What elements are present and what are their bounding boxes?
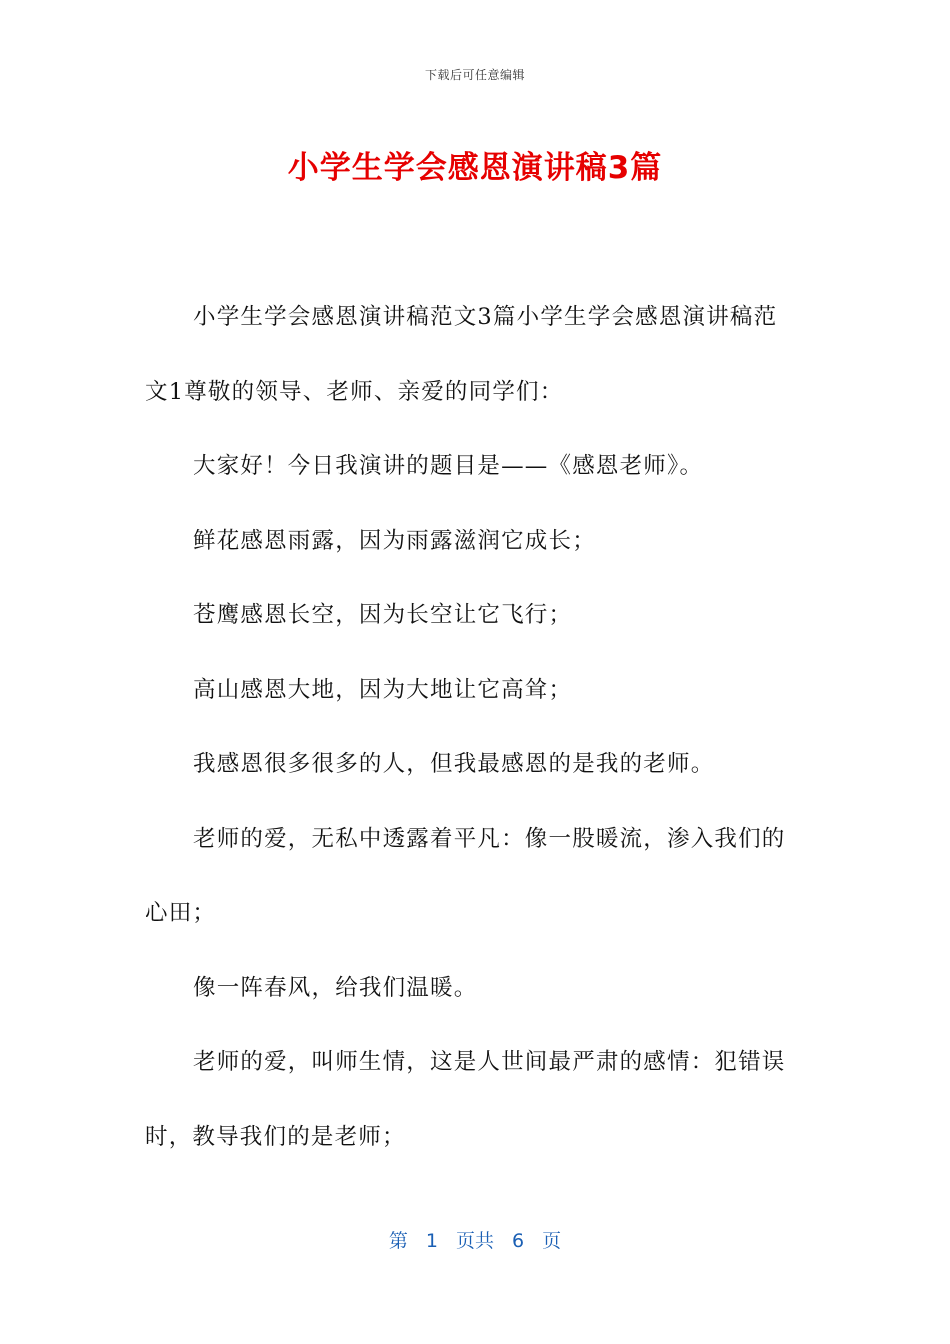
document-body bbox=[145, 280, 795, 1174]
footer-suffix: 页 bbox=[542, 1230, 562, 1252]
paragraph: 老师的爱，叫师生情，这是人世间最严肃的感情：犯错误时，教导我们的是老师； bbox=[145, 1049, 786, 1150]
paragraph: 老师的爱，无私中透露着平凡：像一股暖流，渗入我们的心田； bbox=[145, 825, 786, 926]
current-page-number: 1 bbox=[425, 1230, 438, 1252]
paragraph: 高山感恩大地，因为大地让它高耸； bbox=[193, 676, 573, 703]
page-footer bbox=[0, 1226, 950, 1253]
paragraph: 像一阵春风，给我们温暖。 bbox=[193, 974, 478, 1001]
total-pages: 6 bbox=[512, 1230, 525, 1252]
paragraph: 鲜花感恩雨露，因为雨露滋润它成长； bbox=[193, 527, 596, 554]
paragraph: 苍鹰感恩长空，因为长空让它飞行； bbox=[193, 602, 573, 628]
paragraph: 大家好！今日我演讲的题目是——《感恩老师》。 bbox=[193, 453, 704, 479]
document-title: 小学生学会感恩演讲稿3篇 bbox=[287, 150, 663, 186]
paragraph: 我感恩很多很多的人，但我最感恩的是我的老师。 bbox=[193, 751, 715, 777]
header-note: 下载后可任意编辑 bbox=[424, 68, 525, 82]
footer-prefix: 第 bbox=[388, 1230, 408, 1252]
footer-middle: 页共 bbox=[455, 1230, 494, 1252]
paragraph: 小学生学会感恩演讲稿范文3篇小学生学会感恩演讲稿范文1尊敬的领导、老师、亲爱的同学们： bbox=[145, 304, 778, 405]
